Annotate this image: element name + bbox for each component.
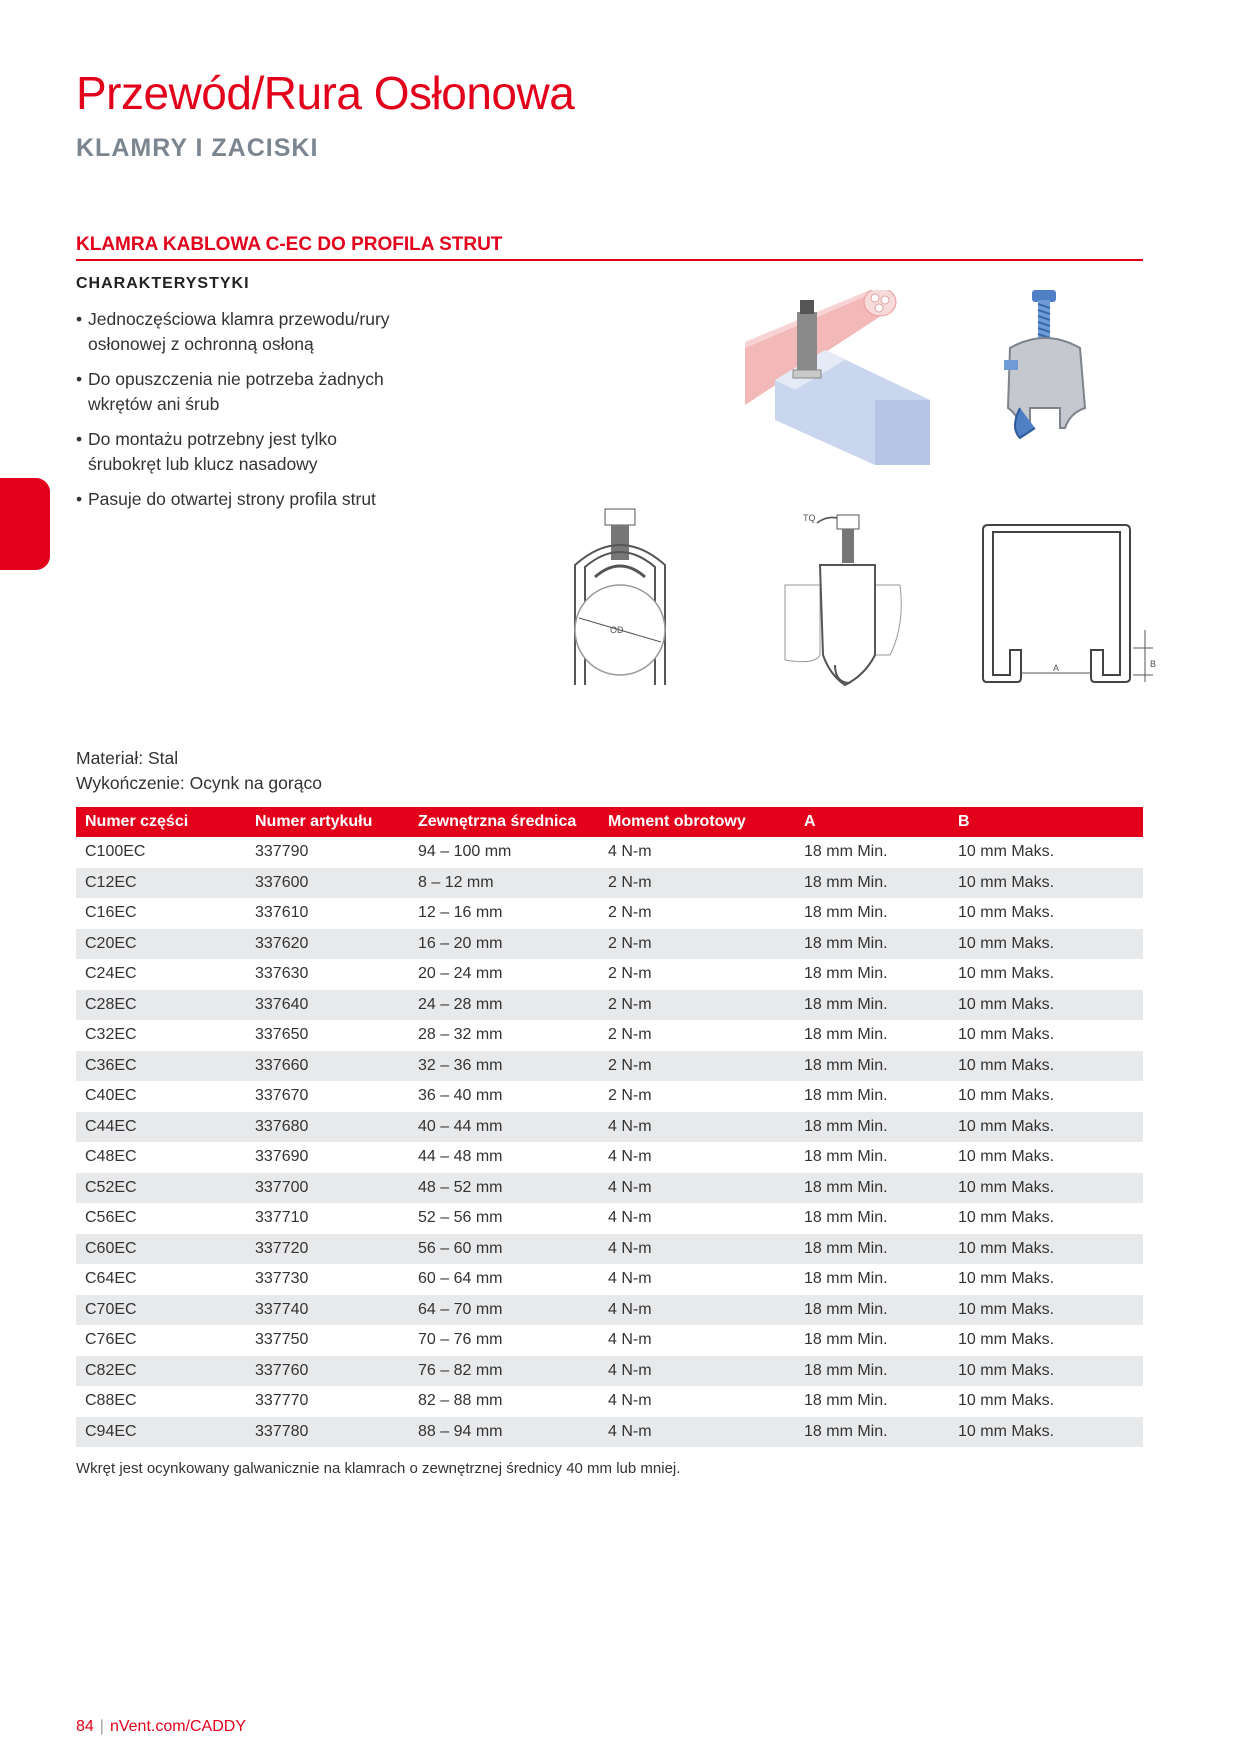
table-row xyxy=(76,868,1143,899)
table-cell: 2 N-m xyxy=(608,1026,652,1044)
table-cell: 18 mm Min. xyxy=(795,1295,949,1326)
side-tab xyxy=(0,478,50,570)
table-cell: 10 mm Maks. xyxy=(958,1026,1055,1044)
a-label: A xyxy=(1053,663,1060,673)
table-cell: 18 mm Min. xyxy=(804,1148,888,1166)
table-cell: 10 mm Maks. xyxy=(958,904,1055,922)
spec-table xyxy=(76,807,1143,1447)
table-row xyxy=(76,837,1143,868)
table-cell: C44EC xyxy=(76,1112,246,1143)
table-cell: 4 N-m xyxy=(608,1270,652,1288)
table-cell: 10 mm Maks. xyxy=(958,843,1055,861)
b-label: B xyxy=(1150,659,1157,669)
table-cell: 10 mm Maks. xyxy=(949,1051,1143,1082)
table-cell: 4 N-m xyxy=(599,1417,795,1448)
table-cell: 44 – 48 mm xyxy=(418,1148,503,1166)
table-row xyxy=(76,990,1143,1021)
feature-item: • Jednoczęściowa klamra przewodu/rury osłonowej z ochronną osłoną xyxy=(76,307,396,357)
table-row xyxy=(76,898,1143,929)
table-cell: 4 N-m xyxy=(599,1234,795,1265)
od-dimension-drawing xyxy=(555,505,685,690)
table-cell: 10 mm Maks. xyxy=(949,1112,1143,1143)
installed-clamp-illustration xyxy=(745,290,945,475)
table-cell: 10 mm Maks. xyxy=(949,868,1143,899)
clamp-product-illustration xyxy=(1000,288,1110,488)
column-header: Numer artykułu xyxy=(246,807,409,837)
table-cell: 2 N-m xyxy=(608,904,652,922)
table-body xyxy=(76,837,1143,1447)
table-cell: 337650 xyxy=(255,1026,309,1044)
table-row xyxy=(76,1112,1143,1143)
table-cell: 4 N-m xyxy=(608,1392,652,1410)
table-cell: 52 – 56 mm xyxy=(418,1209,503,1227)
table-cell: 2 N-m xyxy=(599,929,795,960)
table-cell: 2 N-m xyxy=(599,1051,795,1082)
page-subtitle: KLAMRY I ZACISKI xyxy=(76,134,319,162)
table-cell: 337680 xyxy=(246,1112,409,1143)
table-cell: 2 N-m xyxy=(599,868,795,899)
tq-label: TQ xyxy=(803,513,816,523)
table-row xyxy=(76,1386,1143,1417)
table-cell: 18 mm Min. xyxy=(804,1270,888,1288)
table-cell: 4 N-m xyxy=(608,1148,652,1166)
table-row xyxy=(76,959,1143,990)
table-cell: 36 – 40 mm xyxy=(418,1087,503,1105)
table-cell: 20 – 24 mm xyxy=(418,965,503,983)
footer-separator: | xyxy=(99,1718,104,1735)
table-header-row xyxy=(76,807,1143,837)
page-number: 84 xyxy=(76,1718,94,1735)
table-cell: 18 mm Min. xyxy=(804,1331,888,1349)
table-cell: 337630 xyxy=(255,965,309,983)
table-cell: 64 – 70 mm xyxy=(409,1295,599,1326)
table-cell: 337760 xyxy=(246,1356,409,1387)
material-text: Materiał: Stal xyxy=(76,748,179,768)
table-cell: 18 mm Min. xyxy=(795,1234,949,1265)
section-title: KLAMRA KABLOWA C-EC DO PROFILA STRUT xyxy=(76,234,503,255)
table-cell: 337790 xyxy=(255,843,309,861)
table-cell: 18 mm Min. xyxy=(804,1087,888,1105)
table-cell: 18 mm Min. xyxy=(795,1051,949,1082)
table-cell: C64EC xyxy=(85,1270,137,1288)
table-cell: 16 – 20 mm xyxy=(409,929,599,960)
column-header: Moment obrotowy xyxy=(599,807,795,837)
table-cell: 94 – 100 mm xyxy=(418,843,512,861)
table-cell: 18 mm Min. xyxy=(795,1112,949,1143)
table-row xyxy=(76,1173,1143,1204)
table-cell: 24 – 28 mm xyxy=(409,990,599,1021)
table-row xyxy=(76,1356,1143,1387)
table-cell: 2 N-m xyxy=(599,990,795,1021)
tq-torque-drawing xyxy=(775,505,915,690)
table-cell: 10 mm Maks. xyxy=(949,1356,1143,1387)
table-cell: C16EC xyxy=(85,904,137,922)
table-cell: 10 mm Maks. xyxy=(949,1173,1143,1204)
strut-profile-drawing xyxy=(975,520,1165,690)
page-footer xyxy=(76,1718,246,1736)
material-info xyxy=(76,746,322,796)
table-cell: 18 mm Min. xyxy=(804,1392,888,1410)
table-cell: 10 mm Maks. xyxy=(958,1392,1055,1410)
page-title: Przewód/Rura Osłonowa xyxy=(76,67,575,119)
table-cell: C76EC xyxy=(85,1331,137,1349)
table-cell: C94EC xyxy=(76,1417,246,1448)
column-header: Zewnętrzna średnica xyxy=(409,807,599,837)
table-cell: C28EC xyxy=(76,990,246,1021)
table-cell: 4 N-m xyxy=(608,1209,652,1227)
table-cell: 337620 xyxy=(246,929,409,960)
od-label: OD xyxy=(610,625,624,635)
table-cell: 76 – 82 mm xyxy=(409,1356,599,1387)
table-cell: 82 – 88 mm xyxy=(418,1392,503,1410)
table-cell: 10 mm Maks. xyxy=(949,929,1143,960)
table-cell: 4 N-m xyxy=(599,1112,795,1143)
table-cell: 10 mm Maks. xyxy=(949,990,1143,1021)
column-header: Numer części xyxy=(76,807,246,837)
table-cell: C24EC xyxy=(85,965,137,983)
table-cell: 10 mm Maks. xyxy=(958,1270,1055,1288)
features-list xyxy=(76,307,396,522)
table-cell: 10 mm Maks. xyxy=(958,965,1055,983)
table-row xyxy=(76,1051,1143,1082)
table-cell: C20EC xyxy=(76,929,246,960)
table-cell: 18 mm Min. xyxy=(795,990,949,1021)
table-cell: 18 mm Min. xyxy=(804,965,888,983)
table-cell: C52EC xyxy=(76,1173,246,1204)
table-cell: 337710 xyxy=(255,1209,309,1227)
table-cell: 4 N-m xyxy=(608,843,652,861)
table-cell: 337610 xyxy=(255,904,309,922)
table-cell: 337720 xyxy=(246,1234,409,1265)
table-cell: 10 mm Maks. xyxy=(958,1087,1055,1105)
table-cell: C48EC xyxy=(85,1148,137,1166)
table-cell: 12 – 16 mm xyxy=(418,904,503,922)
column-header: A xyxy=(795,807,949,837)
table-cell: C56EC xyxy=(85,1209,137,1227)
table-cell: 337660 xyxy=(246,1051,409,1082)
table-cell: 337640 xyxy=(246,990,409,1021)
table-cell: 18 mm Min. xyxy=(795,868,949,899)
table-cell: 337770 xyxy=(255,1392,309,1410)
table-cell: 337730 xyxy=(255,1270,309,1288)
features-heading: CHARAKTERYSTYKI xyxy=(76,275,250,292)
table-cell: C36EC xyxy=(76,1051,246,1082)
table-cell: 18 mm Min. xyxy=(795,929,949,960)
table-cell: 4 N-m xyxy=(608,1331,652,1349)
section-divider xyxy=(76,259,1143,261)
table-row xyxy=(76,1203,1143,1234)
table-row xyxy=(76,1264,1143,1295)
table-cell: C82EC xyxy=(76,1356,246,1387)
table-cell: 18 mm Min. xyxy=(795,1356,949,1387)
table-cell: 2 N-m xyxy=(608,1087,652,1105)
table-cell: 337690 xyxy=(255,1148,309,1166)
table-row xyxy=(76,1081,1143,1112)
table-row xyxy=(76,1417,1143,1448)
table-cell: C32EC xyxy=(85,1026,137,1044)
table-cell: 70 – 76 mm xyxy=(418,1331,503,1349)
table-cell: 18 mm Min. xyxy=(795,1417,949,1448)
table-cell: 10 mm Maks. xyxy=(949,1295,1143,1326)
table-cell: 32 – 36 mm xyxy=(409,1051,599,1082)
column-header: B xyxy=(949,807,1143,837)
table-row xyxy=(76,929,1143,960)
table-cell: 48 – 52 mm xyxy=(409,1173,599,1204)
table-cell: 10 mm Maks. xyxy=(958,1331,1055,1349)
table-cell: 4 N-m xyxy=(599,1295,795,1326)
table-cell: 337670 xyxy=(255,1087,309,1105)
footnote: Wkręt jest ocynkowany galwanicznie na klamrach o zewnętrznej średnicy 40 mm lub mniej. xyxy=(76,1460,681,1477)
table-cell: 337750 xyxy=(255,1331,309,1349)
table-cell: C60EC xyxy=(76,1234,246,1265)
table-cell: 40 – 44 mm xyxy=(409,1112,599,1143)
table-cell: 10 mm Maks. xyxy=(949,1234,1143,1265)
table-cell: 18 mm Min. xyxy=(804,1026,888,1044)
table-cell: 18 mm Min. xyxy=(804,1209,888,1227)
table-cell: C40EC xyxy=(85,1087,137,1105)
table-cell: 28 – 32 mm xyxy=(418,1026,503,1044)
table-cell: 18 mm Min. xyxy=(804,843,888,861)
table-cell: C70EC xyxy=(76,1295,246,1326)
table-cell: C12EC xyxy=(76,868,246,899)
table-row xyxy=(76,1020,1143,1051)
feature-item: • Pasuje do otwartej strony profila strut xyxy=(76,487,396,512)
table-cell: 88 – 94 mm xyxy=(409,1417,599,1448)
table-cell: C88EC xyxy=(85,1392,137,1410)
table-cell: 337740 xyxy=(246,1295,409,1326)
table-cell: 60 – 64 mm xyxy=(418,1270,503,1288)
table-row xyxy=(76,1295,1143,1326)
table-cell: 8 – 12 mm xyxy=(409,868,599,899)
table-cell: 18 mm Min. xyxy=(804,904,888,922)
table-cell: 10 mm Maks. xyxy=(958,1148,1055,1166)
table-cell: 4 N-m xyxy=(599,1356,795,1387)
table-cell: 337700 xyxy=(246,1173,409,1204)
footer-link[interactable]: nVent.com/CADDY xyxy=(109,1718,247,1735)
table-cell: C100EC xyxy=(85,843,146,861)
table-cell: 337780 xyxy=(246,1417,409,1448)
table-cell: 10 mm Maks. xyxy=(958,1209,1055,1227)
table-cell: 56 – 60 mm xyxy=(409,1234,599,1265)
table-row xyxy=(76,1142,1143,1173)
table-row xyxy=(76,1325,1143,1356)
table-cell: 18 mm Min. xyxy=(795,1173,949,1204)
feature-item: • Do opuszczenia nie potrzeba żadnych wkrętów ani śrub xyxy=(76,367,396,417)
table-cell: 10 mm Maks. xyxy=(949,1417,1143,1448)
table-cell: 4 N-m xyxy=(599,1173,795,1204)
table-row xyxy=(76,1234,1143,1265)
table-cell: 2 N-m xyxy=(608,965,652,983)
feature-item: • Do montażu potrzebny jest tylko śrubokręt lub klucz nasadowy xyxy=(76,427,396,477)
table-cell: 337600 xyxy=(246,868,409,899)
finish-text: Wykończenie: Ocynk na gorąco xyxy=(76,773,322,793)
